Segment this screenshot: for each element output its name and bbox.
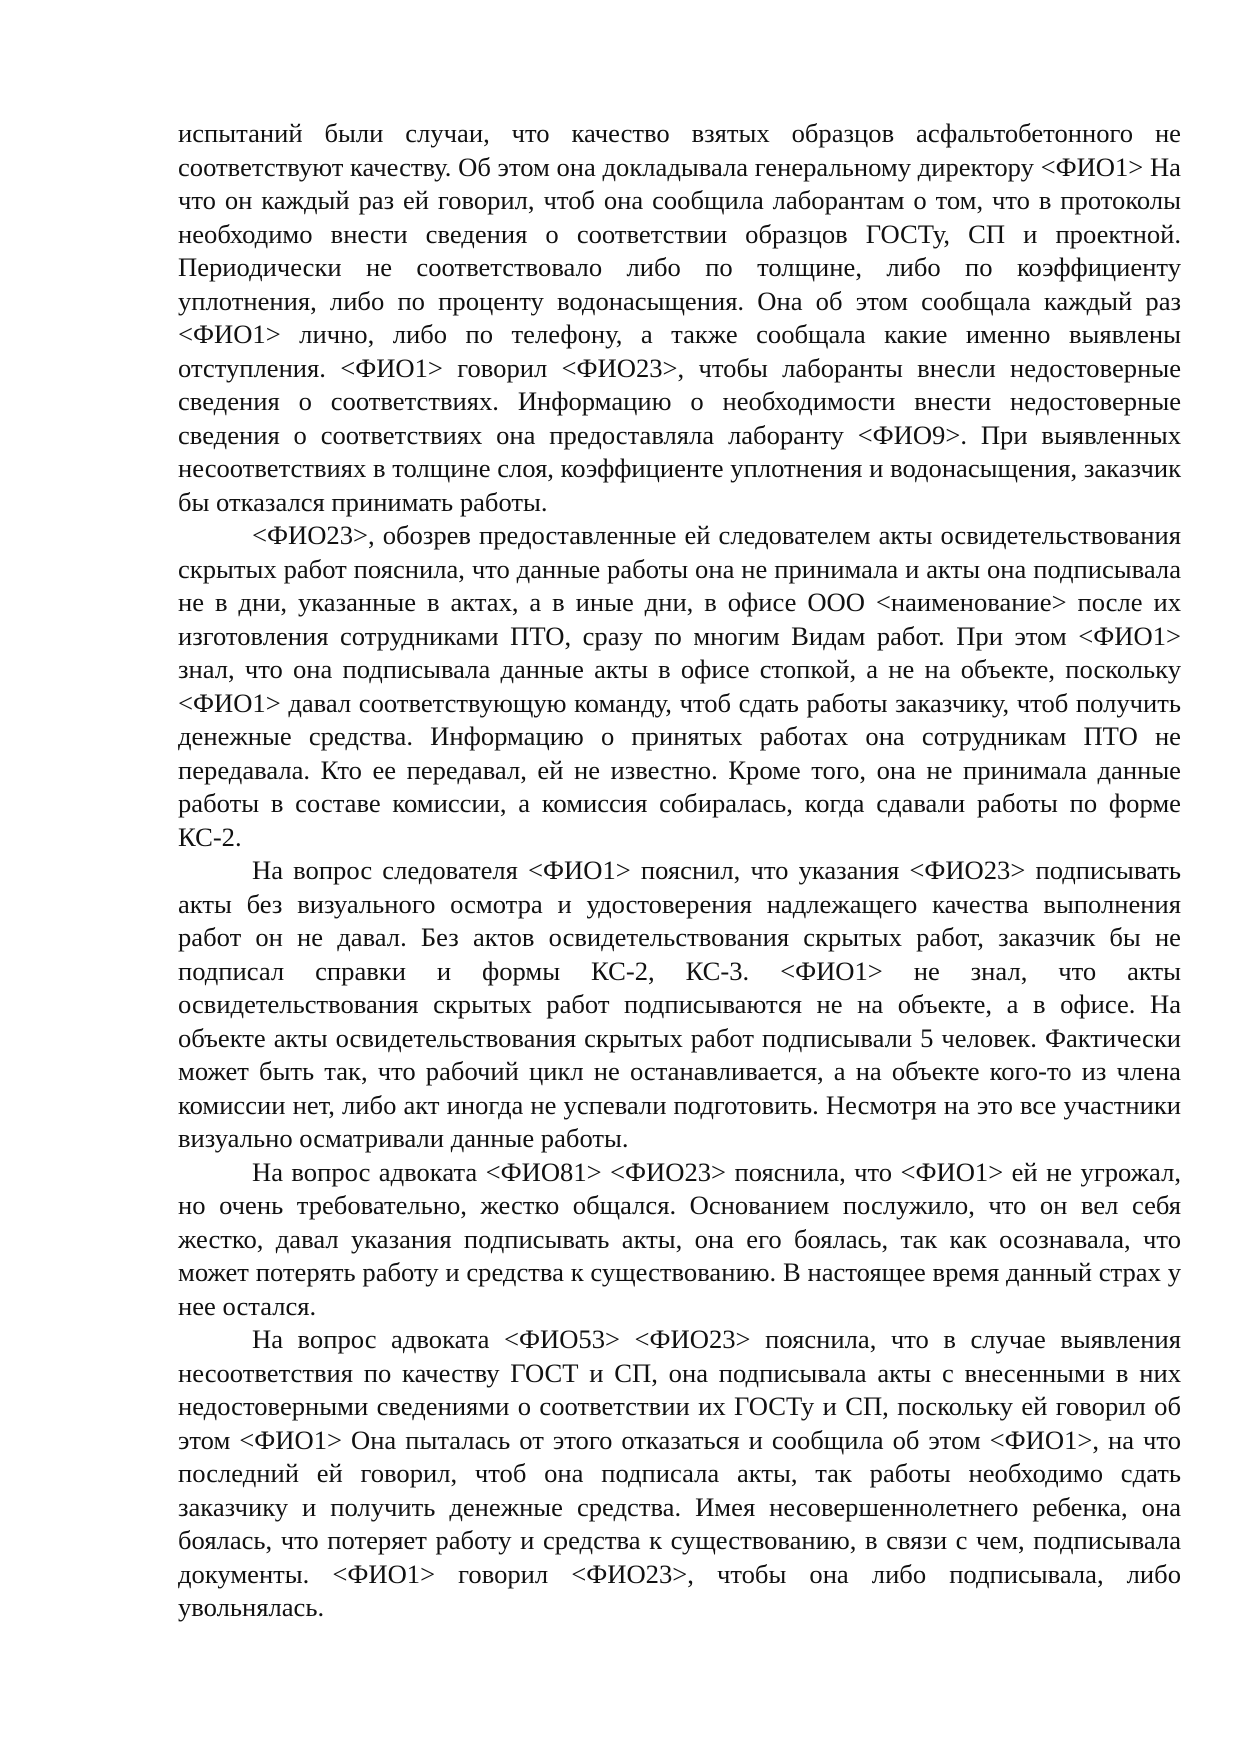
paragraph-advocate-question-1: На вопрос адвоката <ФИО81> <ФИО23> пояснила, что <ФИО1> ей не угрожал, но очень требовательно, жестко общался. Основанием послужило, что он вел себя жестко, давал указания подписывать акты, она его боялась, так как осознавала, что может потерять работу и средства к существованию. В настоящее время данный страх у нее остался. (178, 1156, 1181, 1321)
paragraph-investigator-question: На вопрос следователя <ФИО1> пояснил, что указания <ФИО23> подписывать акты без визуального осмотра и удостоверения надлежащего качества выполнения работ он не давал. Без актов освидетельствования скрытых работ, заказчик бы не подписал справки и формы КС-2, КС-3. <ФИО1> не знал, что акты освидетельствования скрытых работ подписываются не на объекте, а в офисе. На объекте акты освидетельствования скрытых работ подписывали 5 человек. Фактически может быть так, что рабочий цикл не останавливается, а на объекте кого-то из члена комиссии нет, либо акт иногда не успевали подготовить. Несмотря на это все участники визуально осматривали данные работы. (178, 855, 1181, 1153)
paragraph-inspection-acts: <ФИО23>, обозрев предоставленные ей следователем акты освидетельствования скрытых работ пояснила, что данные работы она не принимала и акты она подписывала не в дни, указанные в актах, а в иные дни, в офисе ООО <наименование> после их изготовления сотрудниками ПТО, сразу по многим Видам работ. При этом <ФИО1> знал, что она подписывала данные акты в офисе стопкой, а не на объекте, поскольку <ФИО1> давал соответствующую команду, чтоб сдать работы заказчику, чтоб получить денежные средства. Информацию о принятых работах она сотрудникам ПТО не передавала. Кто ее передавал, ей не известно. Кроме того, она не принимала данные работы в составе комиссии, а комиссия собиралась, когда сдавали работы по форме КС-2. (178, 520, 1181, 852)
paragraph-continuation: испытаний были случаи, что качество взятых образцов асфальтобетонного не соответствуют качеству. Об этом она докладывала генеральному директору <ФИО1> На что он каждый раз ей говорил, чтоб она сообщила лаборантам о том, что в протоколы необходимо внести сведения о соответствии образцов ГОСТу, СП и проектной. Периодически не соответствовало либо по толщине, либо по коэффициенту уплотнения, либо по проценту водонасыщения. Она об этом сообщала каждый раз <ФИО1> лично, либо по телефону, а также сообщала какие именно выявлены отступления. <ФИО1> говорил <ФИО23>, чтобы лаборанты внесли недостоверные сведения о соответствиях. Информацию о необходимости внести недостоверные сведения о соответствиях она предоставляла лаборанту <ФИО9>. При выявленных несоответствиях в толщине слоя, коэффициенте уплотнения и водонасыщения, заказчик бы отказался принимать работы. (178, 118, 1181, 517)
paragraph-advocate-question-2: На вопрос адвоката <ФИО53> <ФИО23> пояснила, что в случае выявления несоответствия по качеству ГОСТ и СП, она подписывала акты с внесенными в них недостоверными сведениями о соответствии их ГОСТу и СП, поскольку ей говорил об этом <ФИО1> Она пыталась от этого отказаться и сообщила об этом <ФИО1>, на что последний ей говорил, чтоб она подписала акты, так работы необходимо сдать заказчику и получить денежные средства. Имея несовершеннолетнего ребенка, она боялась, что потеряет работу и средства к существованию, в связи с чем, подписывала документы. <ФИО1> говорил <ФИО23>, чтобы она либо подписывала, либо увольнялась. (178, 1324, 1181, 1622)
document-body (178, 117, 1181, 1625)
